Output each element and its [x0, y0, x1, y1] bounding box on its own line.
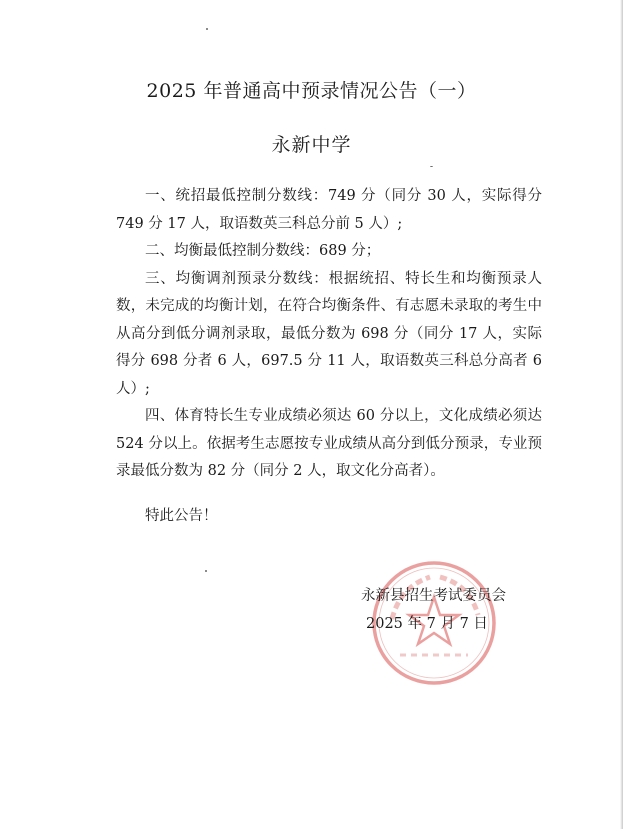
scan-speck: [205, 570, 207, 572]
paragraph-sports-specialty: 四、体育特长生专业成绩必须达 60 分以上，文化成绩必须达 524 分以上。依据考生志愿按专业成绩从高分到低分预录，专业预录最低分数为 82 分（同分 2 人，取文化分高者）。: [116, 408, 542, 479]
announcement-body: [116, 183, 542, 486]
signature-date: 2025 年 7 月 7 日: [366, 616, 488, 632]
paragraph-unified-cutoff: 一、统招最低控制分数线：749 分（同分 30 人，实际得分 749 分 17 人，取语数英三科总分前 5 人）;: [116, 188, 542, 232]
scan-speck: [206, 28, 208, 30]
scan-speck: [430, 166, 433, 167]
document-title: 2025 年普通高中预录情况公告（一）: [146, 80, 477, 102]
closing-text: 特此公告！: [145, 508, 218, 524]
signature-organization: 永新县招生考试委员会: [361, 588, 506, 604]
paragraph-balanced-cutoff: 二、均衡最低控制分数线：689 分；: [145, 243, 381, 259]
paragraph-balanced-adjustment: 三、均衡调剂预录分数线：根据统招、特长生和均衡预录人数，未完成的均衡计划，在符合均衡条件、有志愿未录取的考生中从高分到低分调剂录取，最低分数为 698 分（同分 17 人，实际得分 698 分者 6 人，697.5 分 11 人，取语数英三科总分高者 6 人）;: [116, 270, 542, 397]
school-name: 永新中学: [271, 134, 352, 156]
